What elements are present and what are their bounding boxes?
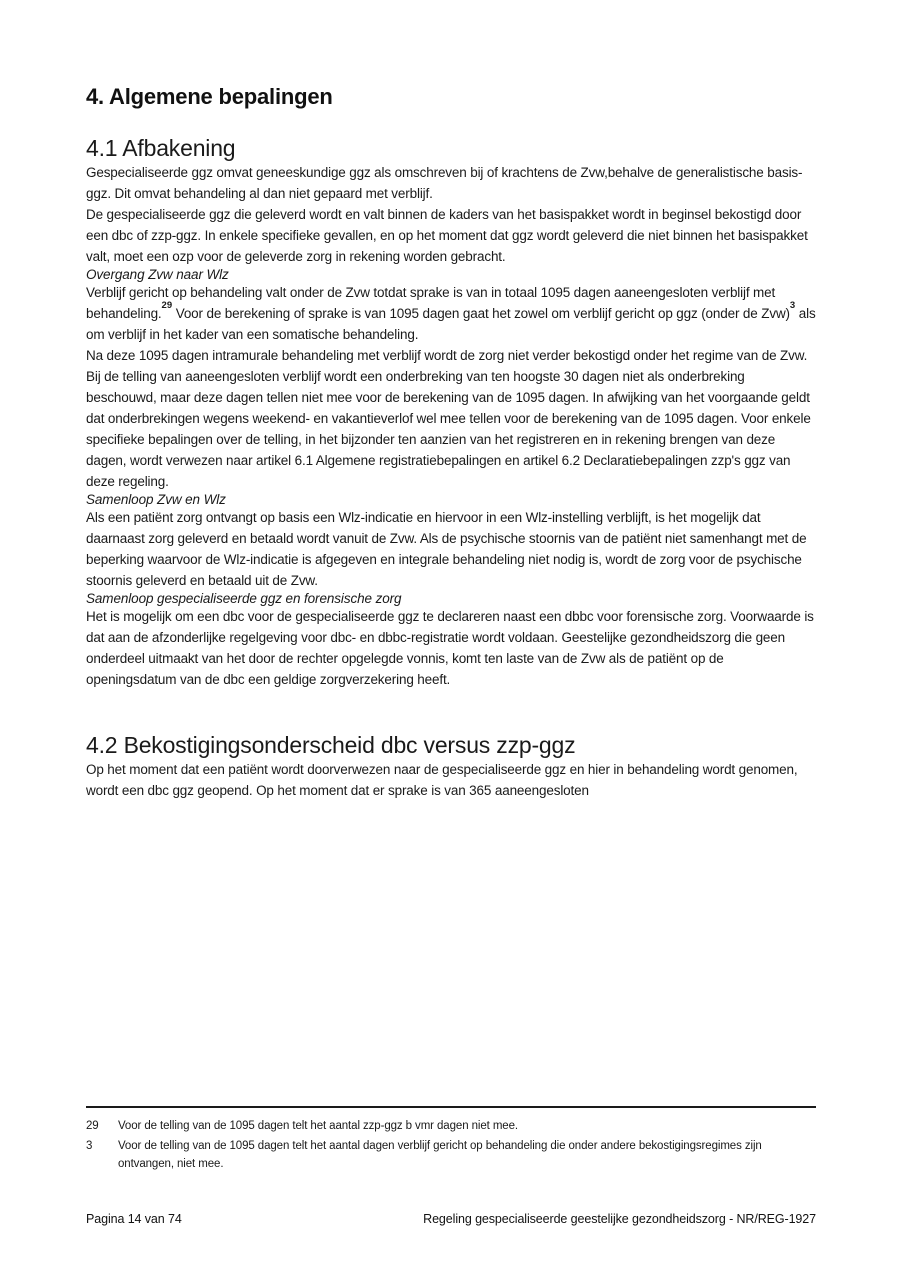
subheading-samenloop-forensisch: Samenloop gespecialiseerde ggz en forensische zorg <box>86 591 402 606</box>
paragraph-afbakening-1: Gespecialiseerde ggz omvat geneeskundige ggz als omschreven bij of krachtens de Zvw,behalve de generalistische basis-ggz. Dit omvat behandeling al dan niet gepaard met verblijf. <box>86 165 803 201</box>
paragraph-bekostiging-1: Op het moment dat een patiënt wordt doorverwezen naar de gespecialiseerde ggz en hier in behandeling wordt genomen, wordt een dbc ggz geopend. Op het moment dat er sprake is van 365 aaneengesloten <box>86 762 798 798</box>
page-content <box>86 0 816 801</box>
chapter-heading: 4. Algemene bepalingen <box>86 84 333 109</box>
section-4-1-heading: 4.1 Afbakening <box>86 135 236 161</box>
paragraph-telling-verblijf: Bij de telling van aaneengesloten verblijf wordt een onderbreking van ten hoogste 30 dagen niet als onderbreking beschouwd, maar deze dagen tellen niet mee voor de berekening van de 1095 dagen. In afwijking van het voorgaande geldt dat onderbrekingen wegens weekend- en vakantieverlof wel mee tellen voor de berekening van de 1095 dagen. Voor enkele specifieke bepalingen over de telling, in het bijzonder ten aanzien van het registreren en in rekening brengen van deze dagen, wordt verwezen naar artikel 6.1 Algemene registratiebepalingen en artikel 6.2 Declaratiebepalingen zzp's ggz van deze regeling. <box>86 369 811 489</box>
footnote-ref-29: 29 <box>161 299 173 311</box>
paragraph-afbakening-2: De gespecialiseerde ggz die geleverd wordt en valt binnen de kaders van het basispakket wordt in beginsel bekostigd door een dbc of zzp-ggz. In enkele specifieke gevallen, en op het moment dat ggz wordt geleverd die niet binnen het basispakket valt, moet een ozp voor de geleverde zorg in rekening worden gebracht. <box>86 207 808 264</box>
paragraph-samenloop-wlz: Als een patiënt zorg ontvangt op basis een Wlz-indicatie en hiervoor in een Wlz-instelling verblijft, is het mogelijk dat daarnaast zorg geleverd en betaald wordt vanuit de Zvw. Als de psychische stoornis van de patiënt niet samenhangt met de beperking waarvoor de Wlz-indicatie is afgegeven en integrale behandeling niet nodig is, wordt de zorg voor de psychische stoornis geleverd en betaald uit de Zvw. <box>86 510 807 588</box>
paragraph-verblijf-1095 <box>86 282 816 345</box>
footnote-text: Voor de telling van de 1095 dagen telt het aantal dagen verblijf gericht op behandeling die onder andere bekostigingsregimes zijn ontvangen, niet mee. <box>118 1140 762 1170</box>
paragraph-text-segment: Voor de berekening of sprake is van 1095 dagen gaat het zowel om verblijf gericht op ggz (onder de Zvw) <box>172 306 790 321</box>
paragraph-text-segment: Verblijf gericht op behandeling valt onder de Zvw totdat sprake is van in totaal 1095 dagen aaneengesloten verblijf met behandeling. <box>86 285 776 321</box>
footnote-marker: 3 <box>86 1140 93 1152</box>
footnote-marker: 29 <box>86 1120 99 1132</box>
footnote-29 <box>86 1117 816 1135</box>
footnote-text: Voor de telling van de 1095 dagen telt het aantal zzp-ggz b vmr dagen niet mee. <box>118 1120 518 1132</box>
subheading-overgang-zvw-wlz: Overgang Zvw naar Wlz <box>86 267 229 282</box>
page-footer <box>86 1212 816 1226</box>
section-4-2-heading: 4.2 Bekostigingsonderscheid dbc versus zzp-ggz <box>86 732 576 758</box>
footnotes-block <box>86 1106 816 1175</box>
footnote-3 <box>86 1137 816 1173</box>
page-number-indicator: Pagina 14 van 74 <box>86 1212 182 1226</box>
paragraph-na-1095-dagen: Na deze 1095 dagen intramurale behandeling met verblijf wordt de zorg niet verder bekostigd onder het regime van de Zvw. <box>86 348 808 363</box>
subheading-samenloop-zvw-wlz: Samenloop Zvw en Wlz <box>86 492 226 507</box>
paragraph-samenloop-forensisch: Het is mogelijk om een dbc voor de gespecialiseerde ggz te declareren naast een dbbc voor forensische zorg. Voorwaarde is dat aan de afzonderlijke regelgeving voor dbc- en dbbc-registratie wordt voldaan. Geestelijke gezondheidszorg die geen onderdeel uitmaakt van het door de rechter opgelegde vonnis, komt ten laste van de Zvw als de patiënt op de openingsdatum van de dbc een geldige zorgverzekering heeft. <box>86 609 814 687</box>
paragraph-text-segment: als om verblijf in het kader van een somatische behandeling. <box>86 306 816 342</box>
footnote-ref-3: 3 <box>789 299 796 311</box>
footer-document-title: Regeling gespecialiseerde geestelijke gezondheidszorg - NR/REG-1927 <box>423 1212 816 1226</box>
